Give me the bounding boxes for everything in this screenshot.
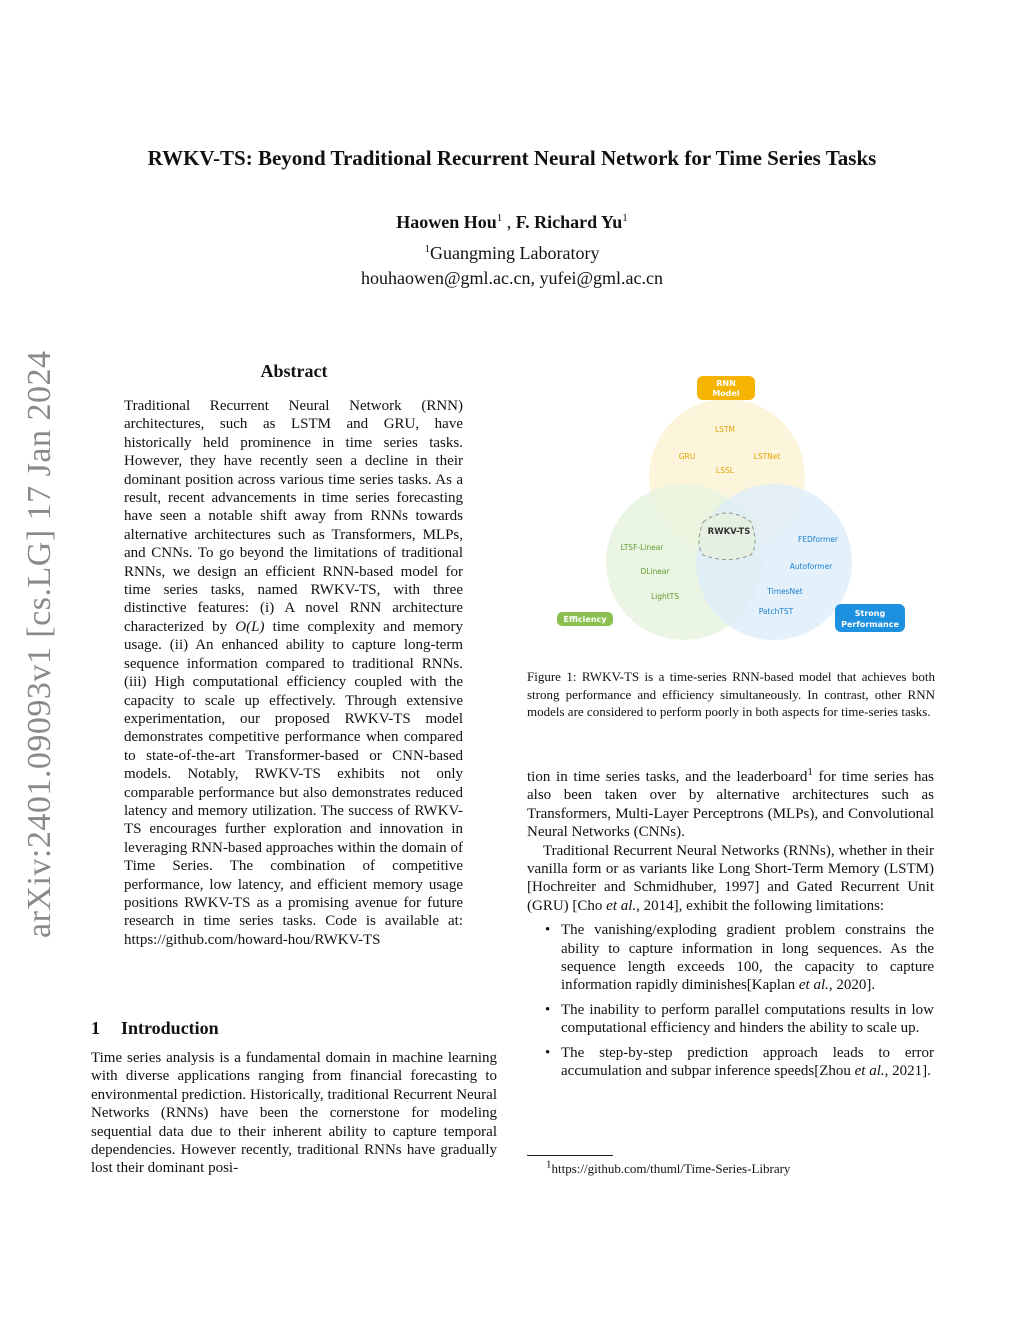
text: Traditional Recurrent Neural Networks (RNNs), whether in their vanilla form or as variants like Long Short-Term Memory (LSTM)[Hochreiter and Schmidhuber, 1997] and Gated Recurrent Unit (GRU) [Cho	[527, 842, 934, 914]
model-lstnet: LSTNet	[753, 452, 781, 461]
author-sup: 1	[496, 212, 503, 224]
limitations-list	[527, 921, 934, 1080]
paragraph	[527, 842, 934, 916]
model-lssl: LSSL	[716, 466, 734, 475]
bullet: •	[545, 922, 551, 939]
figure-caption: Figure 1: RWKV-TS is a time-series RNN-based model that achieves both strong performance and efficiency simultaneously. In contrast, other RNN models are considered to perform poorly in both aspects for time-series tasks.	[527, 669, 935, 719]
rnn-badge-line1: RNN	[716, 379, 736, 388]
section-title: Introduction	[121, 1018, 219, 1038]
right-column	[527, 768, 934, 1087]
text: tion in time series tasks, and the leaderboard	[527, 769, 808, 785]
footnote-ref: 1	[807, 766, 813, 778]
rnn-badge-line2: Model	[712, 389, 740, 398]
intro-paragraph: Time series analysis is a fundamental domain in machine learning with diverse applications ranging from financial forecasting to environmental prediction. Historically, traditional Recurrent Neural Networks (RNNs) have been the cornerstone for modeling sequential data due to their inherent ability to capture temporal dependencies. However recently, traditional RNNs have gradually lost their dominant posi-	[91, 1050, 497, 1177]
etal: et al.	[798, 977, 829, 994]
model-gru: GRU	[678, 452, 696, 461]
etal: et al.	[606, 897, 637, 914]
model-autoformer: Autoformer	[789, 562, 833, 571]
author-name: Haowen Hou	[396, 212, 497, 232]
paragraph	[527, 768, 934, 842]
affiliation-sup: 1	[424, 243, 431, 255]
text: The vanishing/exploding gradient problem constrains the ability to capture information in long sequences. As the sequence length exceeds 100, the capacity to capture information rapidly diminishes[Kaplan	[561, 922, 934, 994]
model-timesnet: TimesNet	[767, 587, 803, 596]
text: The inability to perform parallel computations results in low computational efficiency and hinders the ability to scale up.	[561, 1001, 934, 1037]
footnote	[546, 1160, 790, 1177]
performance-line1: Strong	[854, 609, 886, 618]
etal: et al.	[854, 1063, 885, 1080]
model-dlinear: DLinear	[640, 567, 670, 576]
bullet: •	[545, 1001, 551, 1018]
authors	[0, 212, 1024, 233]
model-lightts: LightTS	[650, 592, 680, 601]
venn-svg	[527, 372, 935, 647]
abstract-body	[124, 397, 463, 949]
section-number: 1	[91, 1018, 100, 1038]
affiliation-name: Guangming Laboratory	[430, 243, 600, 263]
affiliation	[0, 243, 1024, 264]
author-name: F. Richard Yu	[515, 212, 623, 232]
author-separator: ,	[502, 212, 516, 232]
author-sup: 1	[622, 212, 628, 224]
text: for time series has also been taken over by alternative architectures such as Transformers, Multi-Layer Perceptrons (MLPs), and Convolutional Neural Networks (CNNs).	[527, 769, 934, 841]
footnote-sup: 1	[546, 1158, 552, 1171]
footnote-link: https://github.com/thuml/Time-Series-Library	[551, 1161, 791, 1176]
center-label: RWKV-TS	[707, 527, 751, 537]
model-patchtst: PatchTST	[758, 607, 794, 616]
figure-venn	[527, 372, 935, 647]
abstract-text: Traditional Recurrent Neural Network (RNN) architectures, such as LSTM and GRU, have historically held prominence in time series tasks. However, they have recently seen a decline in their dominant position across various time series tasks. As a result, recent advancements in time series forecasting have seen a notable shift away from RNNs towards alternative architectures such as Transformers, MLPs, and CNNs. To go beyond the limitations of traditional RNNs, we design an efficient RNN-based model for time series tasks, named RWKV-TS, with three distinctive features: (i) A novel RNN architecture characterized by	[124, 398, 463, 635]
model-fedformer: FEDformer	[797, 535, 839, 544]
text: , 2021].	[884, 1063, 931, 1080]
arxiv-sidebar: arXiv:2401.09093v1 [cs.LG] 17 Jan 2024	[21, 350, 58, 938]
footnote-rule	[527, 1155, 613, 1156]
text: , 2014], exhibit the following limitations:	[636, 897, 885, 914]
paper-title: RWKV-TS: Beyond Traditional Recurrent Neural Network for Time Series Tasks	[147, 146, 877, 170]
efficiency-label: Efficiency	[563, 615, 607, 624]
abstract-text-rest: time complexity and memory usage. (ii) An enhanced ability to capture long-term sequence information compared to traditional RNNs. (iii) High computational efficiency coupled with the capacity to scale up effectively. Through extensive experimentation, our proposed RWKV-TS model demonstrates competitive performance when compared to state-of-the-art Transformer-based or CNN-based models. Notably, RWKV-TS exhibits not only comparable performance but also demonstrates reduced latency and memory utilization. The success of RWKV-TS encourages further exploration and innovation in leveraging RNN-based approaches within the domain of Time Series. The combination of competitive performance, low latency, and efficient memory usage positions RWKV-TS as a promising avenue for future research in time series tasks. Code is available at: https://github.com/howard-hou/RWKV-TS	[124, 618, 463, 948]
performance-line2: Performance	[841, 620, 899, 629]
section-heading	[91, 1018, 219, 1039]
list-item	[527, 921, 934, 995]
emails: houhaowen@gml.ac.cn, yufei@gml.ac.cn	[360, 268, 664, 288]
bullet: •	[545, 1044, 551, 1061]
model-lstm: LSTM	[715, 425, 735, 434]
list-item	[527, 1001, 934, 1038]
model-ltsf-linear: LTSF-Linear	[620, 543, 664, 552]
abstract-heading: Abstract	[260, 361, 328, 381]
text: , 2020].	[828, 977, 876, 994]
complexity-math: O(L)	[235, 618, 265, 635]
text: The step-by-step prediction approach leads to error accumulation and subpar inference speeds[Zhou	[561, 1044, 934, 1080]
list-item	[527, 1044, 934, 1081]
